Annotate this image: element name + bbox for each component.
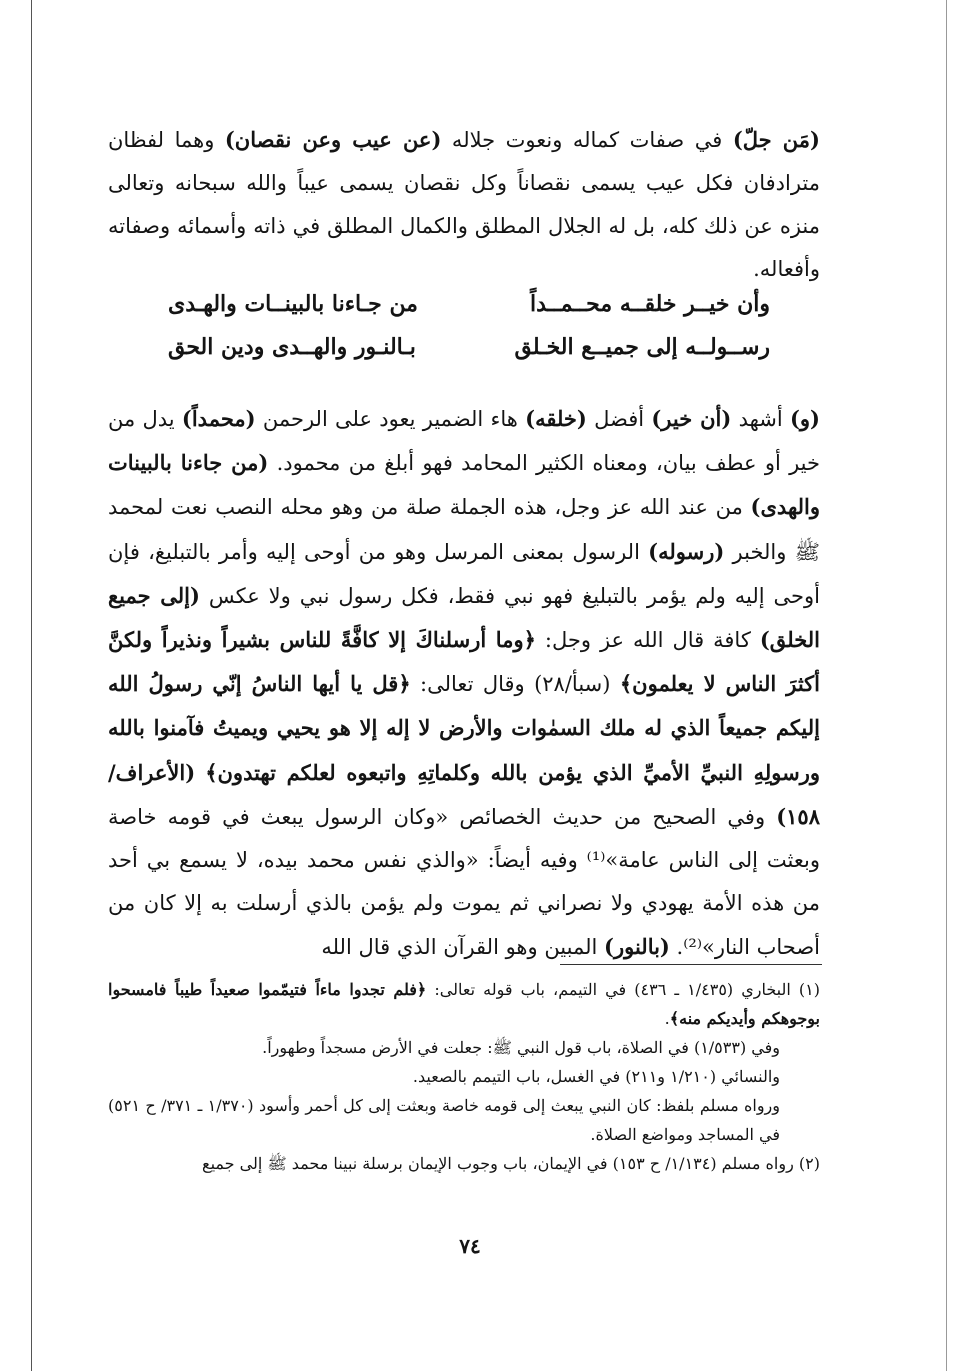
citation: (الأعراف/١٥٨) [108,759,820,829]
verse-hemistich: بـالنـور والهــدى ودين الحق [168,334,416,360]
paragraph-intro [108,118,820,291]
footnote-text: . [664,1009,670,1028]
paragraph-commentary-text [108,397,820,970]
verse-hemistich: رســولــه إلى جميــع الخـلق [514,334,770,360]
text-run: (سبأ/٢٨) وقال تعالى: [410,672,620,697]
term: (رسوله) [648,538,725,564]
term: (أن خير) [651,406,732,431]
text-run: كافة قال الله عز وجل: [535,628,760,653]
verse-line-2 [108,326,820,369]
verse-hemistich: وأن خيــر خلقــه محــمــداً [530,291,770,317]
quran-quote: ﴿قل يا أيها الناسُ إنّي رسولُ الله إليكم جميعاً الذي له ملك السمٰوات والأرض لا إله إلا هو يحيي ويميتُ فآمنوا بالله ورسولِهِ النبيِّ الأميِّ الذي يؤمن بالله وكلماتِهِ واتبعوه لعلكم تهتدون﴾ [108,671,820,785]
footnote-text: (١) البخاري (١/٤٣٥ ـ ٤٣٦) في التيمم، باب قوله تعالى: [426,980,821,999]
term-man-jalla: (مَن جلّ) [732,127,820,152]
text-run [195,761,205,785]
footnote-1-line: والنسائي (١/٢١٠ و٢١١) في الغسل، باب التيمم بالصعيد. [412,1067,780,1086]
paragraph-intro-text [108,118,820,291]
term: (و) [789,406,820,431]
verse-line-1 [108,283,820,326]
text-run: الرسول بمعنى المرسل وهو من أوحى إليه وأمر بالتبليغ، فإن أوحى إليه ولم يؤمر بالتبليغ فهو نبي فقط، فكل رسول نبي ولا عكس [108,539,820,608]
footnote-1-line: ورواه مسلم بلفظ: كان النبي يبعث إلى قومه خاصة وبعثت إلى كل أحمر وأسود (١/٣٧٠ ـ ٣٧١/ ح ٥٢١) في المساجد ومواضع الصلاة. [108,1096,781,1144]
verse-hemistich: من جـاءنا بالبينــات والهـدى [168,291,418,317]
text-run: المبين وهو القرآن الذي قال الله [321,935,605,960]
text-run: وهما لفظان مترادفان فكل عيب يسمى نقصاناً وكل نقصان يسمى عيباً والله سبحانه وتعالى منزه عن ذلك كله، بل له الجلال المطلق والكمال المطلق في ذاته وأسمائه وصفاته وأفعاله. [108,128,820,281]
footnote-2: (٢) رواه مسلم (١/١٣٤/ ح ١٥٣) في الإيمان، باب وجوب الإيمان برسلة نبينا محمد ﷺ إلى جميع [202,1154,820,1173]
scan-right-edge [946,0,947,1371]
text-run: هاء الضمير يعود على الرحمن [255,407,526,431]
text-run: في صفات كماله ونعوت جلاله [441,128,733,152]
poem-verses [108,283,820,369]
term: (من جاءنا بالبينات والهدى) [108,450,820,520]
text-run: أشهد [731,407,790,431]
text-run: أفضل [586,407,652,431]
term: (بالنور) [604,934,670,960]
scan-left-edge [31,0,32,1371]
footnotes [108,975,820,1178]
term: (محمداً) [181,406,256,431]
page-number: ٧٤ [459,1234,481,1258]
quran-quote: ﴿فلم تجدوا ماءاً فتيمّموا صعيداً طيباً فامسحوا بوجوهكم وأيديكم منه﴾ [108,980,820,1028]
footnote-separator [560,964,822,965]
paragraph-commentary [108,376,820,991]
term: (خلقه) [525,406,587,431]
footnote-1-line: وفي (١/٥٣٣) في الصلاة، باب قول النبي ﷺ: جعلت في الأرض مسجداً وطهوراً. [262,1038,780,1057]
text-run: من عند الله عز وجل، هذه الجملة صلة من وهو محله النصب نعت لمحمد ﷺ والخبر [108,495,820,564]
text-run: يدل من خير أو عطف بيان، ومعناه الكثير المحامد فهو أبلغ من محمود. [108,407,820,476]
term-an-ayb: (عن عيب وعن نقصان) [224,127,442,152]
quran-quote: ﴿وما أرسلناكَ إلا كافَّةً للناس بشيراً ونذيراً ولكنَّ أكثرَ الناس لا يعلمون﴾ [108,627,821,697]
footnote-1 [108,975,820,1033]
text-run: وفي الصحيح من حديث الخصائص «وكان الرسول يبعث في قومه خاصة وبعثت إلى الناس عامة»⁽¹⁾ وفيه أيضاً: «والذي نفس محمد بيده، لا يسمع بي أحد من هذه الأمة يهودي ولا نصراني ثم يموت ولم يؤمن بالذي أرسلت به إلا كان من أصحاب النار»⁽²⁾. [108,804,820,960]
term: (إلى جميع الخلق) [108,582,821,653]
